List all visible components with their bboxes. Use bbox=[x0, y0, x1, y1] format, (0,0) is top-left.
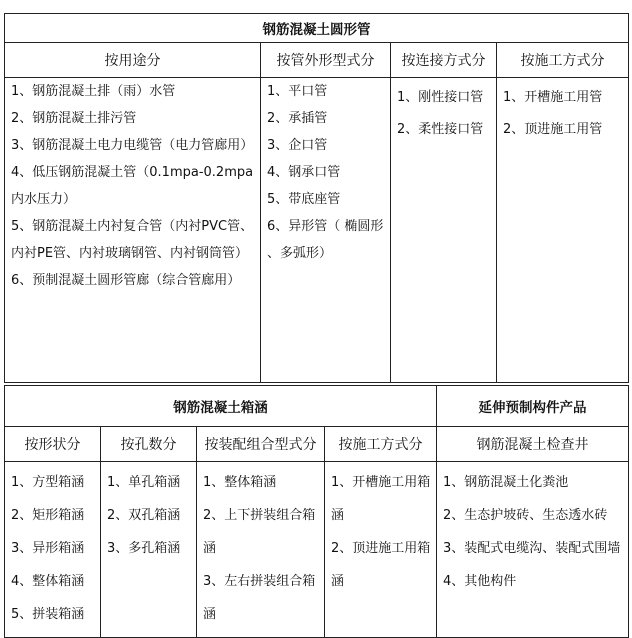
header-by-assembly: 按装配组合型式分 bbox=[197, 427, 325, 462]
header-by-construction: 按施工方式分 bbox=[497, 43, 629, 78]
list-item: 1、整体箱涵 bbox=[203, 475, 277, 490]
list-item: 3、左右拼装组合箱涵 bbox=[203, 574, 316, 622]
list-item: 3、装配式电缆沟、装配式围墙 bbox=[443, 541, 621, 556]
list-item: 5、钢筋混凝土内衬复合管（内衬PVC管、内衬PE管、内衬玻璃钢管、内衬钢筒管） bbox=[11, 219, 254, 261]
list-item: 2、承插管 bbox=[267, 111, 328, 126]
list-item: 3、多孔箱涵 bbox=[107, 541, 181, 556]
list-item: 1、平口管 bbox=[267, 84, 328, 99]
list-item: 2、双孔箱涵 bbox=[107, 508, 181, 523]
list-item: 2、上下拼装组合箱涵 bbox=[203, 508, 316, 556]
list-item: 2、顶进施工用管 bbox=[503, 122, 603, 137]
list-item: 1、钢筋混凝土排（雨）水管 bbox=[11, 84, 176, 99]
header-by-shape: 按形状分 bbox=[5, 427, 101, 462]
connection-list bbox=[391, 78, 497, 383]
list-item: 5、带底座管 bbox=[267, 192, 341, 207]
header-by-holes: 按孔数分 bbox=[101, 427, 197, 462]
list-item: 3、企口管 bbox=[267, 138, 328, 153]
list-item: 1、钢筋混凝土化粪池 bbox=[443, 475, 569, 490]
box-shape-list bbox=[5, 462, 101, 638]
box-culvert-title: 钢筋混凝土箱涵 bbox=[5, 386, 437, 427]
header-inspection-well: 钢筋混凝土检查井 bbox=[437, 427, 629, 462]
list-item: 6、异形管（ 椭圆形 、多弧形） bbox=[267, 219, 384, 261]
list-item: 2、钢筋混凝土排污管 bbox=[11, 111, 137, 126]
list-item: 2、顶进施工用箱涵 bbox=[331, 541, 431, 589]
box-holes-list bbox=[101, 462, 197, 638]
extended-products-title: 延伸预制构件产品 bbox=[437, 386, 629, 427]
shape-list bbox=[261, 78, 391, 383]
list-item: 4、钢承口管 bbox=[267, 165, 341, 180]
extended-products-list bbox=[437, 462, 629, 638]
header-by-construction: 按施工方式分 bbox=[325, 427, 437, 462]
header-by-connection: 按连接方式分 bbox=[391, 43, 497, 78]
box-culvert-table bbox=[4, 385, 629, 638]
header-by-shape: 按管外形型式分 bbox=[261, 43, 391, 78]
list-item: 3、钢筋混凝土电力电缆管（电力管廊用） bbox=[11, 138, 254, 153]
usage-list bbox=[5, 78, 261, 383]
circular-pipe-title: 钢筋混凝土圆形管 bbox=[5, 14, 629, 43]
list-item: 4、其他构件 bbox=[443, 574, 517, 589]
list-item: 6、预制混凝土圆形管廊（综合管廊用） bbox=[11, 273, 241, 288]
box-assembly-list bbox=[197, 462, 325, 638]
list-item: 4、低压钢筋混凝土管（0.1mpa-0.2mpa内水压力） bbox=[11, 165, 254, 207]
list-item: 1、开槽施工用管 bbox=[503, 90, 603, 105]
list-item: 4、整体箱涵 bbox=[11, 574, 85, 589]
list-item: 1、方型箱涵 bbox=[11, 475, 85, 490]
list-item: 2、生态护坡砖、生态透水砖 bbox=[443, 508, 608, 523]
list-item: 3、异形箱涵 bbox=[11, 541, 85, 556]
circular-pipe-table bbox=[4, 13, 629, 383]
header-by-usage: 按用途分 bbox=[5, 43, 261, 78]
list-item: 1、刚性接口管 bbox=[397, 90, 484, 105]
list-item: 1、开槽施工用箱涵 bbox=[331, 475, 431, 523]
list-item: 2、矩形箱涵 bbox=[11, 508, 85, 523]
list-item: 1、单孔箱涵 bbox=[107, 475, 181, 490]
list-item: 2、柔性接口管 bbox=[397, 122, 484, 137]
pipe-construction-list bbox=[497, 78, 629, 383]
list-item: 5、拼装箱涵 bbox=[11, 607, 85, 622]
box-construction-list bbox=[325, 462, 437, 638]
